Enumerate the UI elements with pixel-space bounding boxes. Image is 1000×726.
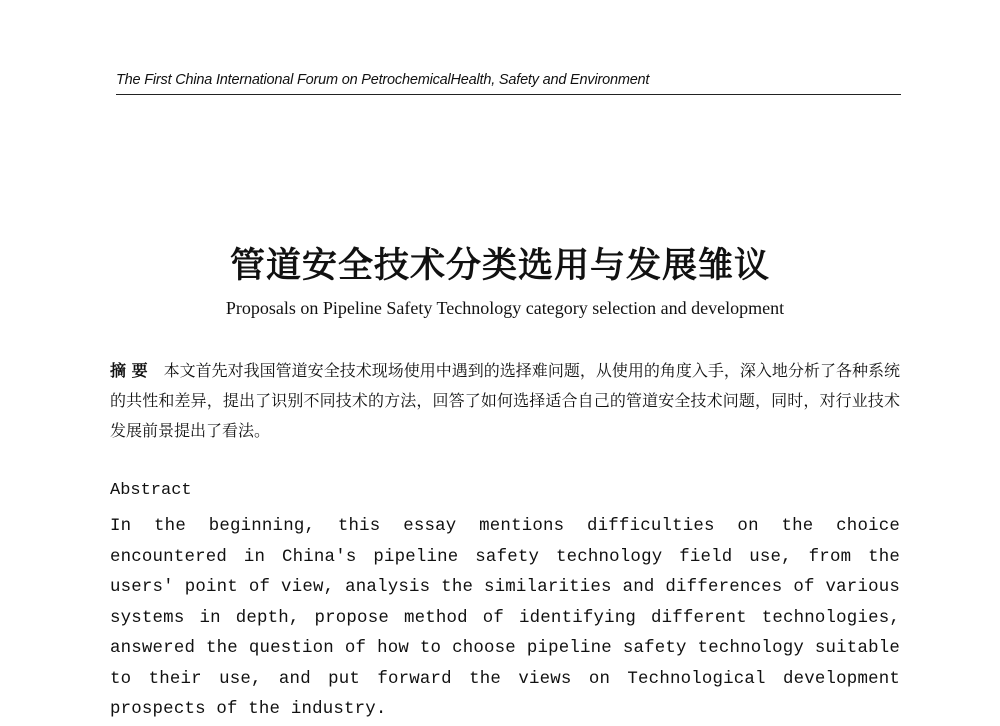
paper-title-chinese: 管道安全技术分类选用与发展雏议 <box>229 245 770 286</box>
abstract-text: In the beginning, this essay mentions difficulties on the choice encountered in China's pipeline safety technology field use, from the users' point of view, analysis the similarities and differences of various systems in depth, propose method of identifying different technologies, answered the question of how to choose pipeline safety technology suitable to their use, and put forward the views on Technological development prospects of the industry. <box>110 517 900 719</box>
chinese-abstract-text: 本文首先对我国管道安全技术现场使用中遇到的选择难问题，从使用的角度入手，深入地分析了各种系统的共性和差异，提出了识别不同技术的方法，回答了如何选择适合自己的管道安全技术问题，同时，对行业技术发展前景提出了看法。 <box>110 361 900 440</box>
chinese-abstract <box>110 356 900 446</box>
running-header <box>116 70 901 95</box>
chinese-abstract-label: 摘 要 <box>110 361 148 380</box>
paper-title-english: Proposals on Pipeline Safety Technology category selection and development <box>225 298 785 318</box>
abstract-heading: Abstract <box>110 481 192 500</box>
running-header-text: The First China International Forum on PetrochemicalHealth, Safety and Environment <box>116 72 650 88</box>
